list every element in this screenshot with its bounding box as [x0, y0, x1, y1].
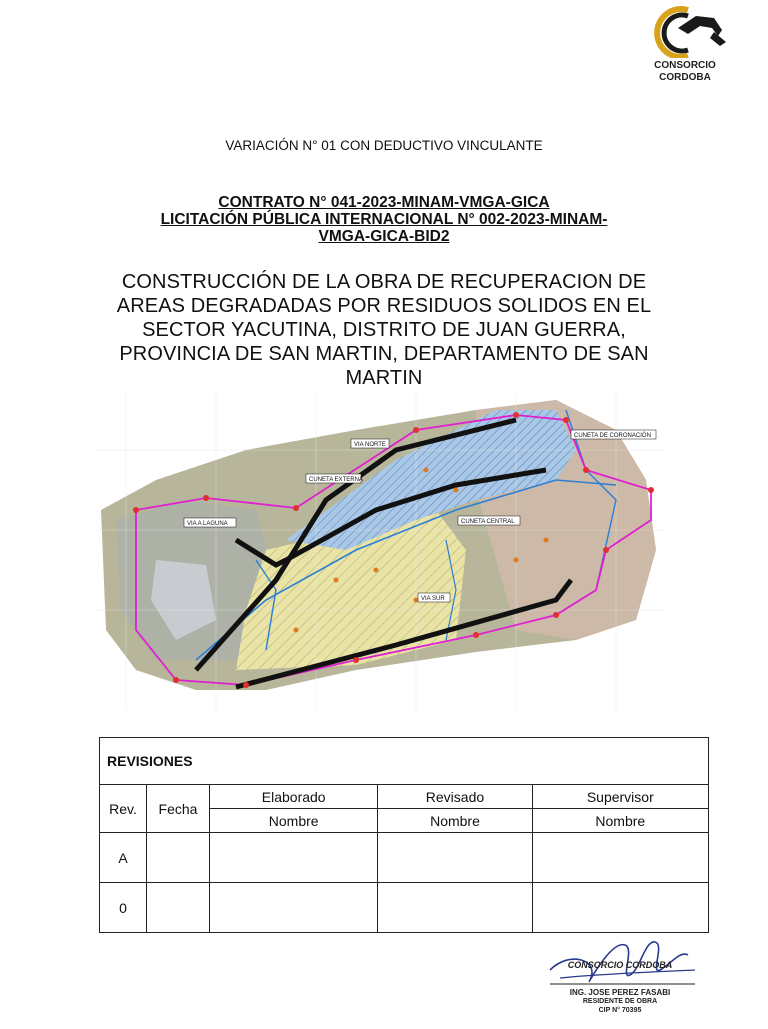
- fecha-cell: [147, 833, 210, 883]
- contract-block: [110, 194, 658, 245]
- site-plan-map: [96, 390, 666, 710]
- company-logo: [640, 6, 740, 96]
- label-via-laguna: VIA A LAGUNA: [187, 521, 228, 527]
- revisions-table: [99, 737, 709, 933]
- rev-cell: 0: [100, 883, 147, 933]
- variation-heading: VARIACIÓN N° 01 CON DEDUCTIVO VINCULANTE: [225, 138, 543, 153]
- col-fecha: Fecha: [147, 785, 210, 833]
- logo-line-2: CORDOBA: [659, 72, 711, 83]
- rev-cell: A: [100, 833, 147, 883]
- label-cuneta-externa: CUNETA EXTERNA: [309, 477, 363, 483]
- elaborado-cell: [210, 833, 378, 883]
- revisado-cell: [378, 883, 532, 933]
- label-via-sur: VIA SUR: [421, 596, 445, 602]
- logo-line-1: CONSORCIO: [654, 60, 716, 71]
- project-title: CONSTRUCCIÓN DE LA OBRA DE RECUPERACION DE AREAS DEGRADADAS POR RESIDUOS SOLIDOS EN EL SECTOR YACUTINA, DISTRITO DE JUAN GUERRA, PROVINCIA DE SAN MARTIN, DEPARTAMENTO DE SAN MARTIN: [116, 271, 652, 389]
- revisions-title: REVISIONES: [100, 738, 709, 785]
- signature-stamp: [530, 930, 710, 1024]
- col-supervisor: Supervisor: [532, 785, 708, 809]
- tender-number-line-2: VMGA-GICA-BID2: [318, 228, 450, 245]
- col-revisado-nombre: Nombre: [378, 809, 532, 833]
- table-row: [100, 883, 709, 933]
- site-plan-image: [96, 390, 666, 710]
- engineer-name: ING. JOSE PEREZ FASABI: [569, 988, 671, 997]
- table-row: [100, 833, 709, 883]
- revisado-cell: [378, 833, 532, 883]
- col-supervisor-nombre: Nombre: [532, 809, 708, 833]
- col-elaborado: Elaborado: [210, 785, 378, 809]
- col-elaborado-nombre: Nombre: [210, 809, 378, 833]
- supervisor-cell: [532, 883, 708, 933]
- elaborado-cell: [210, 883, 378, 933]
- contract-number: CONTRATO N° 041-2023-MINAM-VMGA-GICA: [218, 194, 550, 211]
- label-cuneta-central: CUNETA CENTRAL: [461, 519, 515, 525]
- engineer-cip: CIP N° 70395: [598, 1007, 642, 1014]
- excavator-logo-icon: [648, 6, 732, 58]
- supervisor-cell: [532, 833, 708, 883]
- label-via-norte: VIA NORTE: [354, 442, 386, 448]
- col-rev: Rev.: [100, 785, 147, 833]
- engineer-role: RESIDENTE DE OBRA: [582, 998, 658, 1005]
- col-revisado: Revisado: [378, 785, 532, 809]
- label-cuneta-coronacion: CUNETA DE CORONACIÓN: [574, 433, 651, 439]
- tender-number-line-1: LICITACIÓN PÚBLICA INTERNACIONAL N° 002-2023-MINAM-: [160, 211, 608, 228]
- stamp-company: CONSORCIO CORDOBA: [567, 960, 673, 970]
- fecha-cell: [147, 883, 210, 933]
